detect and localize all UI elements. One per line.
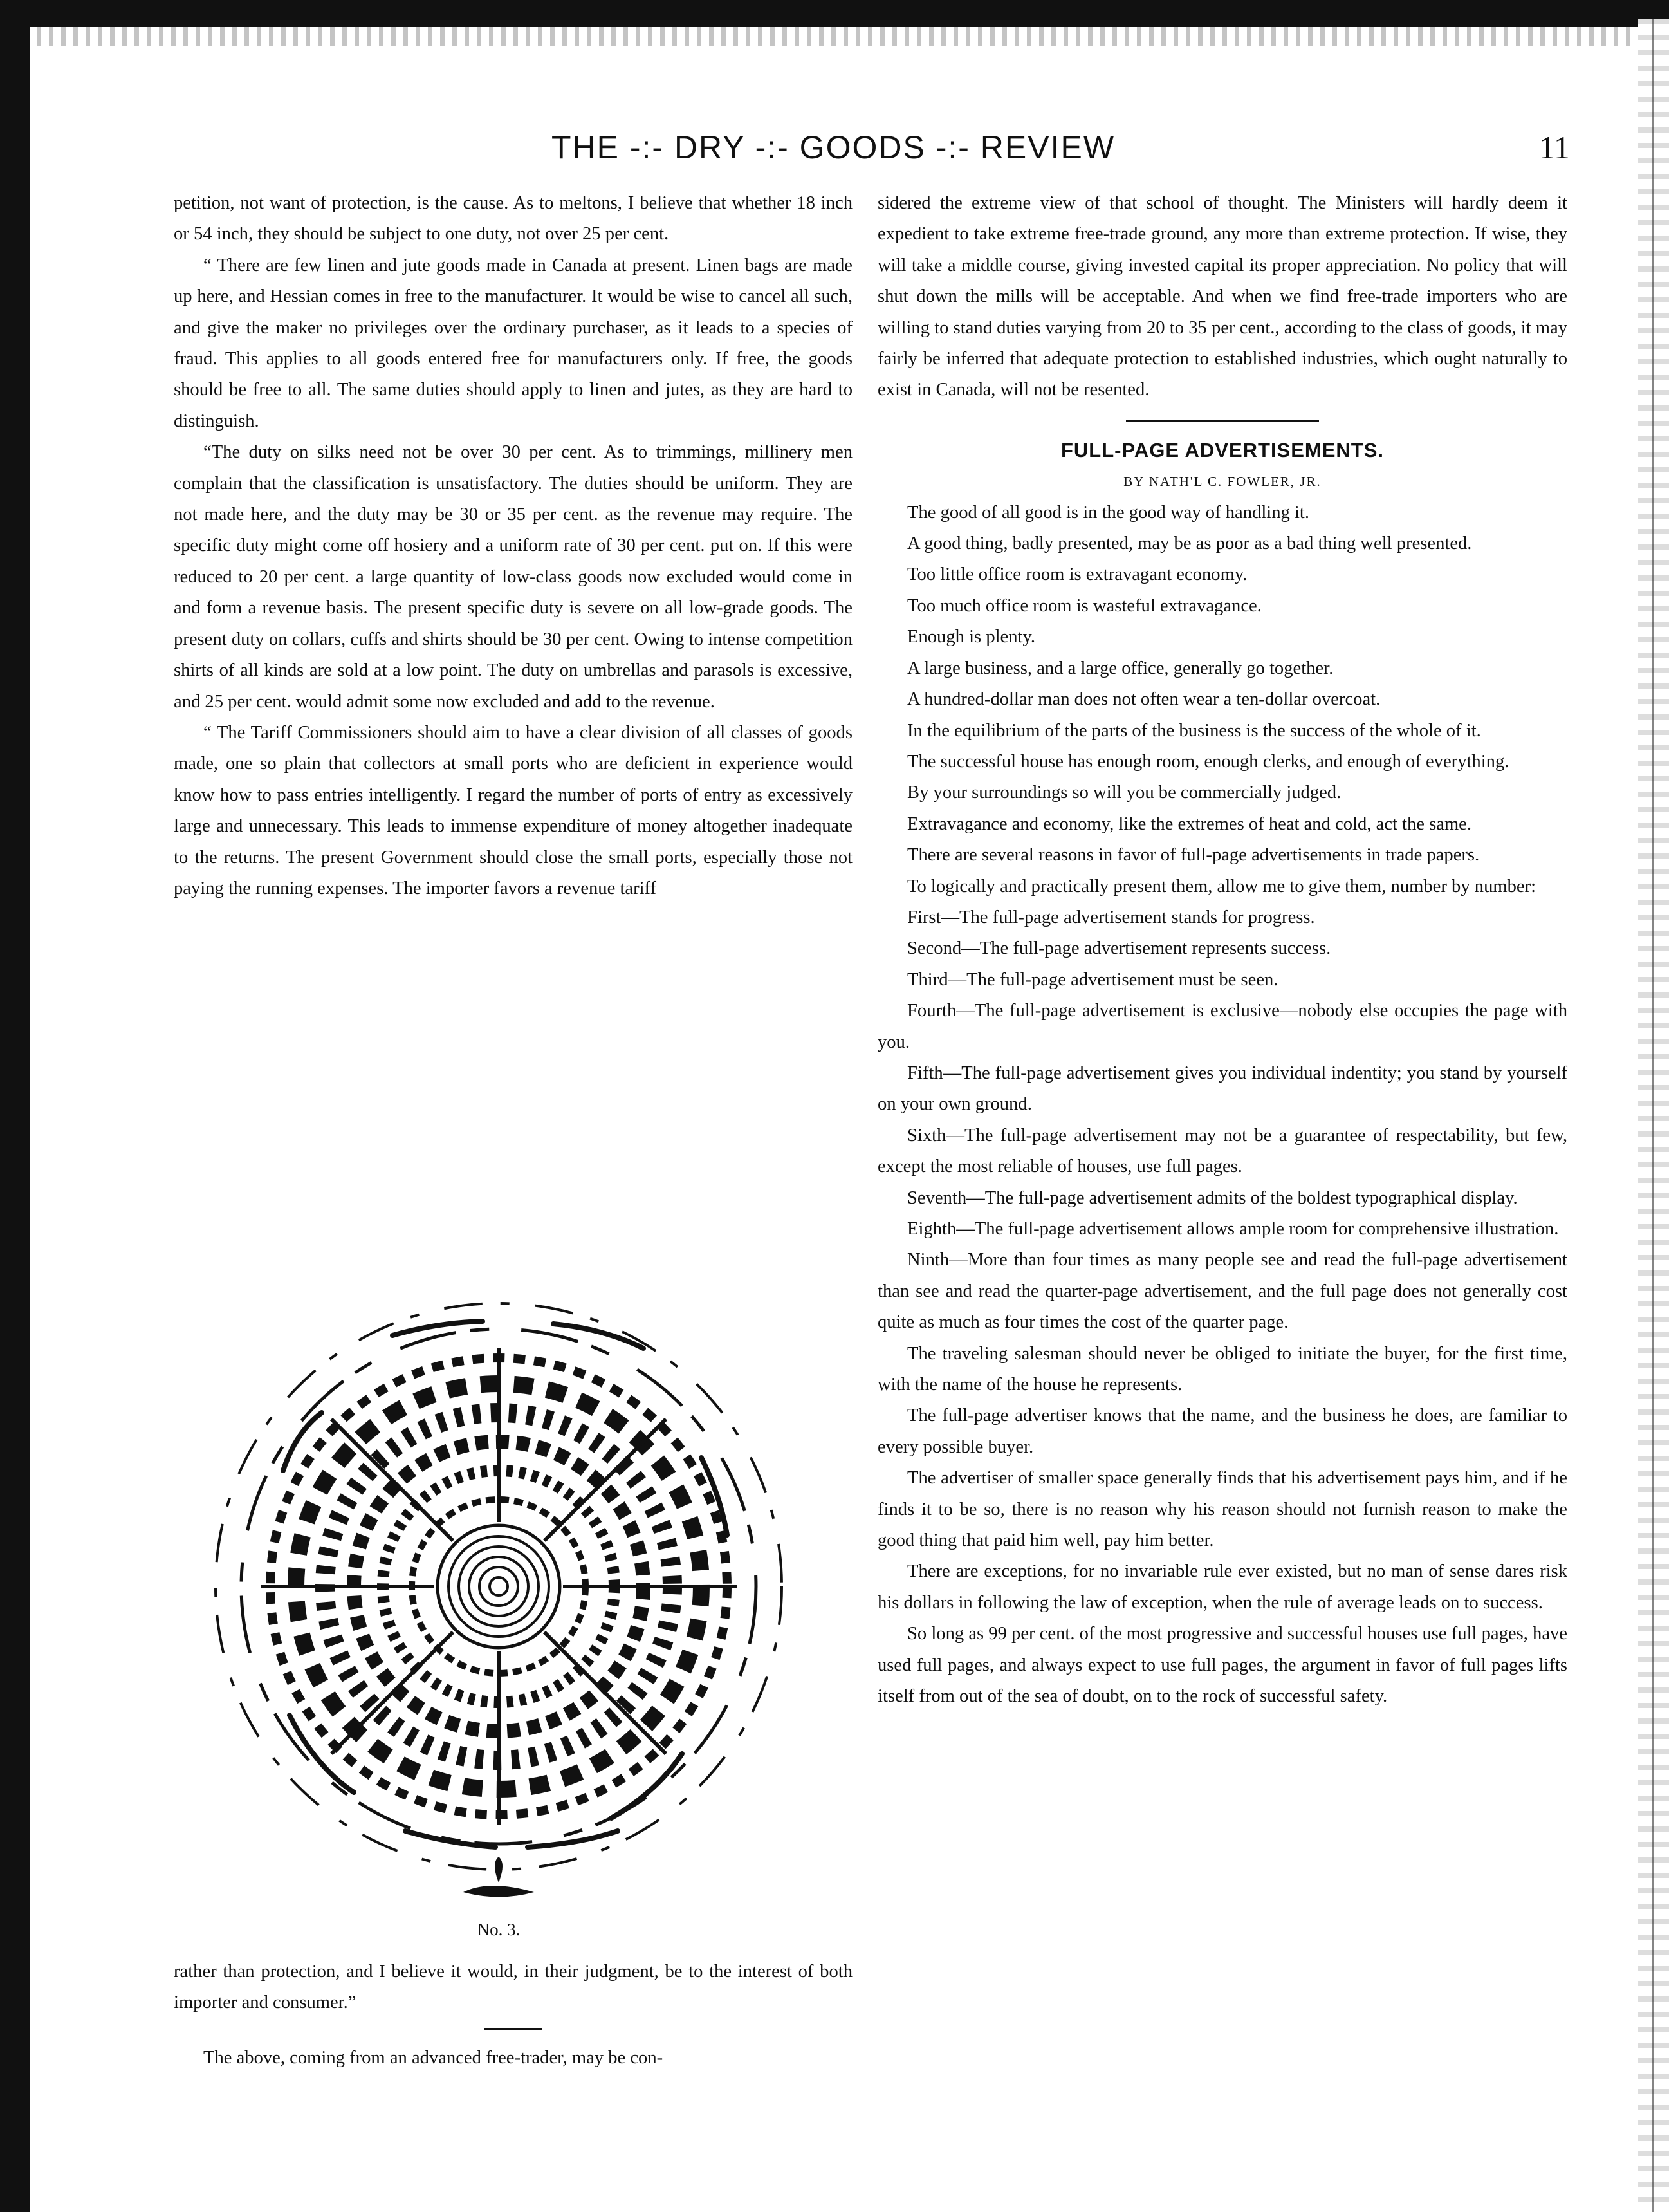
left-paragraph: petition, not want of protection, is the cause. As to meltons, I believe that whether 18 inch or 54 inch, they should be subject to one duty, not over 25 per cent. [174,193,853,245]
page-header [97,129,1570,180]
left-paragraph: The above, coming from an advanced free-trader, may be con- [203,2047,663,2068]
circular-pattern-drawing [193,1265,804,1915]
circular-pattern-illustration [193,1265,804,1960]
scan-right-border [1638,19,1669,2212]
right-intro-paragraph: sidered the extreme view of that school of thought. The Ministers will hardly deem it expedient to take extreme free-trade ground, any more than extreme protection. If wise, they will take a middle course, giving invested capital its proper appreciation. No policy that will shut down the mills will be acceptable. And when we find free-trade importers who are willing to stand duties varying from 20 to 35 per cent., according to the class of goods, it may fairly be inferred that adequate protection to established industries, which ought naturally to exist in Canada, will not be resented. [878,193,1567,400]
article-byline: BY NATH'L C. FOWLER, JR. [1123,474,1322,490]
article-paragraph: Fourth—The full-page advertisement is exclusive—nobody else occupies the page with you. [878,1001,1567,1052]
article-paragraph: Extravagance and economy, like the extremes of heat and cold, act the same. [907,813,1472,834]
article-paragraph: Third—The full-page advertisement must be seen. [907,969,1278,990]
article-paragraph: Too much office room is wasteful extravagance. [907,595,1262,616]
article-paragraph: A hundred-dollar man does not often wear a ten-dollar overcoat. [907,689,1381,710]
scan-top-border [0,0,1669,27]
article-paragraph: Second—The full-page advertisement represents success. [907,938,1331,959]
article-paragraph: First—The full-page advertisement stands for progress. [907,907,1315,927]
page-number: 11 [1538,129,1570,165]
article-paragraph: Eighth—The full-page advertisement allows ample room for comprehensive illustration. [907,1219,1559,1239]
article-paragraph: Enough is plenty. [907,627,1036,647]
article-paragraph: By your surroundings so will you be commercially judged. [907,783,1342,803]
right-column [878,188,1567,1713]
left-column-continuation [174,1956,853,2074]
article-paragraph: The advertiser of smaller space generally finds that his advertisement pays him, and if he finds it to be so, there is no reason why his reason should not furnish reason to make the good thing that paid him well, pay him better. [878,1468,1567,1551]
article-title: FULL-PAGE ADVERTISEMENTS. [1060,438,1385,461]
article-paragraph: A large business, and a large office, generally go together. [907,658,1334,678]
section-divider [484,2028,542,2030]
left-paragraph: rather than protection, and I believe it would, in their judgment, be to the interest of both importer and consumer.” [174,1962,853,2013]
article-paragraph: Ninth—More than four times as many people see and read the full-page advertisement than see and read the quarter-page advertisement, and the full page does not generally cost quite as much as four times the cost of the quarter page. [878,1250,1567,1333]
section-divider [1126,420,1319,422]
article-paragraph: Fifth—The full-page advertisement gives you individual indentity; you stand by yourself on your own ground. [878,1063,1567,1115]
article-paragraph: The traveling salesman should never be obliged to initiate the buyer, for the first time, with the name of the house he represents. [878,1343,1567,1395]
left-paragraph: “The duty on silks need not be over 30 per cent. As to trimmings, millinery men complain that the classification is unsatisfactory. The duties should be uniform. They are not made here, and the duty may be 30 or 35 per cent. as the revenue may require. The specific duty might come off hosiery and a uniform rate of 30 per cent. put on. If this were reduced to 20 per cent. a large quantity of low-class goods now excluded would come in and form a revenue basis. The present specific duty is severe on all low-grade goods. The present duty on collars, cuffs and shirts should be 30 per cent. Owing to intense competition shirts of all kinds are sold at a low point. The duty on umbrellas and parasols is excessive, and 25 per cent. would admit some now excluded and add to the revenue. [174,442,853,712]
article-paragraph: Seventh—The full-page advertisement admits of the boldest typographical display. [907,1187,1518,1208]
article-paragraph: So long as 99 per cent. of the most progressive and successful houses use full pages, have used full pages, and always expect to use full pages, the argument in favor of full pages lifts itself from out of the sea of doubt, on to the rock of successful safety. [878,1624,1567,1707]
article-paragraph: A good thing, badly presented, may be as poor as a bad thing well presented. [907,534,1472,554]
article-paragraph: In the equilibrium of the parts of the business is the success of the whole of it. [907,720,1481,741]
article-paragraph: The good of all good is in the good way of handling it. [907,502,1309,523]
left-paragraph: “ The Tariff Commissioners should aim to have a clear division of all classes of goods made, one so plain that collectors at small ports who are deficient in experience would know how to pass entries intelligently. I regard the number of ports of entry as excessively large and unnecessary. This leads to immense expenditure of money altogether inadequate to the returns. The present Government should close the small ports, especially those not paying the running expenses. The importer favors a revenue tariff [174,722,853,898]
left-column [174,188,853,904]
running-head: THE -:- DRY -:- GOODS -:- REVIEW [551,129,1116,165]
article-paragraph: The full-page advertiser knows that the name, and the business he does, are familiar to every possible buyer. [878,1406,1567,1457]
scan-left-border [0,19,30,2212]
article-paragraph: There are exceptions, for no invariable rule ever existed, but no man of sense dares risk his dollars in following the law of exception, when the rule of average leads on to success. [878,1561,1567,1613]
left-paragraph: “ There are few linen and jute goods made in Canada at present. Linen bags are made up here, and Hessian comes in free to the manufacturer. It would be wise to cancel all such, and give the maker no privileges over the ordinary purchaser, as it leads to a species of fraud. This applies to all goods entered free for manufacturers only. If free, the goods should be free to all. The same duties should apply to linen and jutes, as they are hard to distinguish. [174,255,853,431]
article-paragraph: To logically and practically present them, allow me to give them, number by number: [907,876,1536,897]
article-paragraph: The successful house has enough room, enough clerks, and enough of everything. [907,751,1509,772]
article-paragraph: There are several reasons in favor of full-page advertisements in trade papers. [907,845,1480,866]
article-paragraph: Too little office room is extravagant economy. [907,564,1248,585]
article-paragraph: Sixth—The full-page advertisement may not be a guarantee of respectability, but few, except the most reliable of houses, use full pages. [878,1125,1567,1177]
figure-caption: No. 3. [477,1920,521,1939]
